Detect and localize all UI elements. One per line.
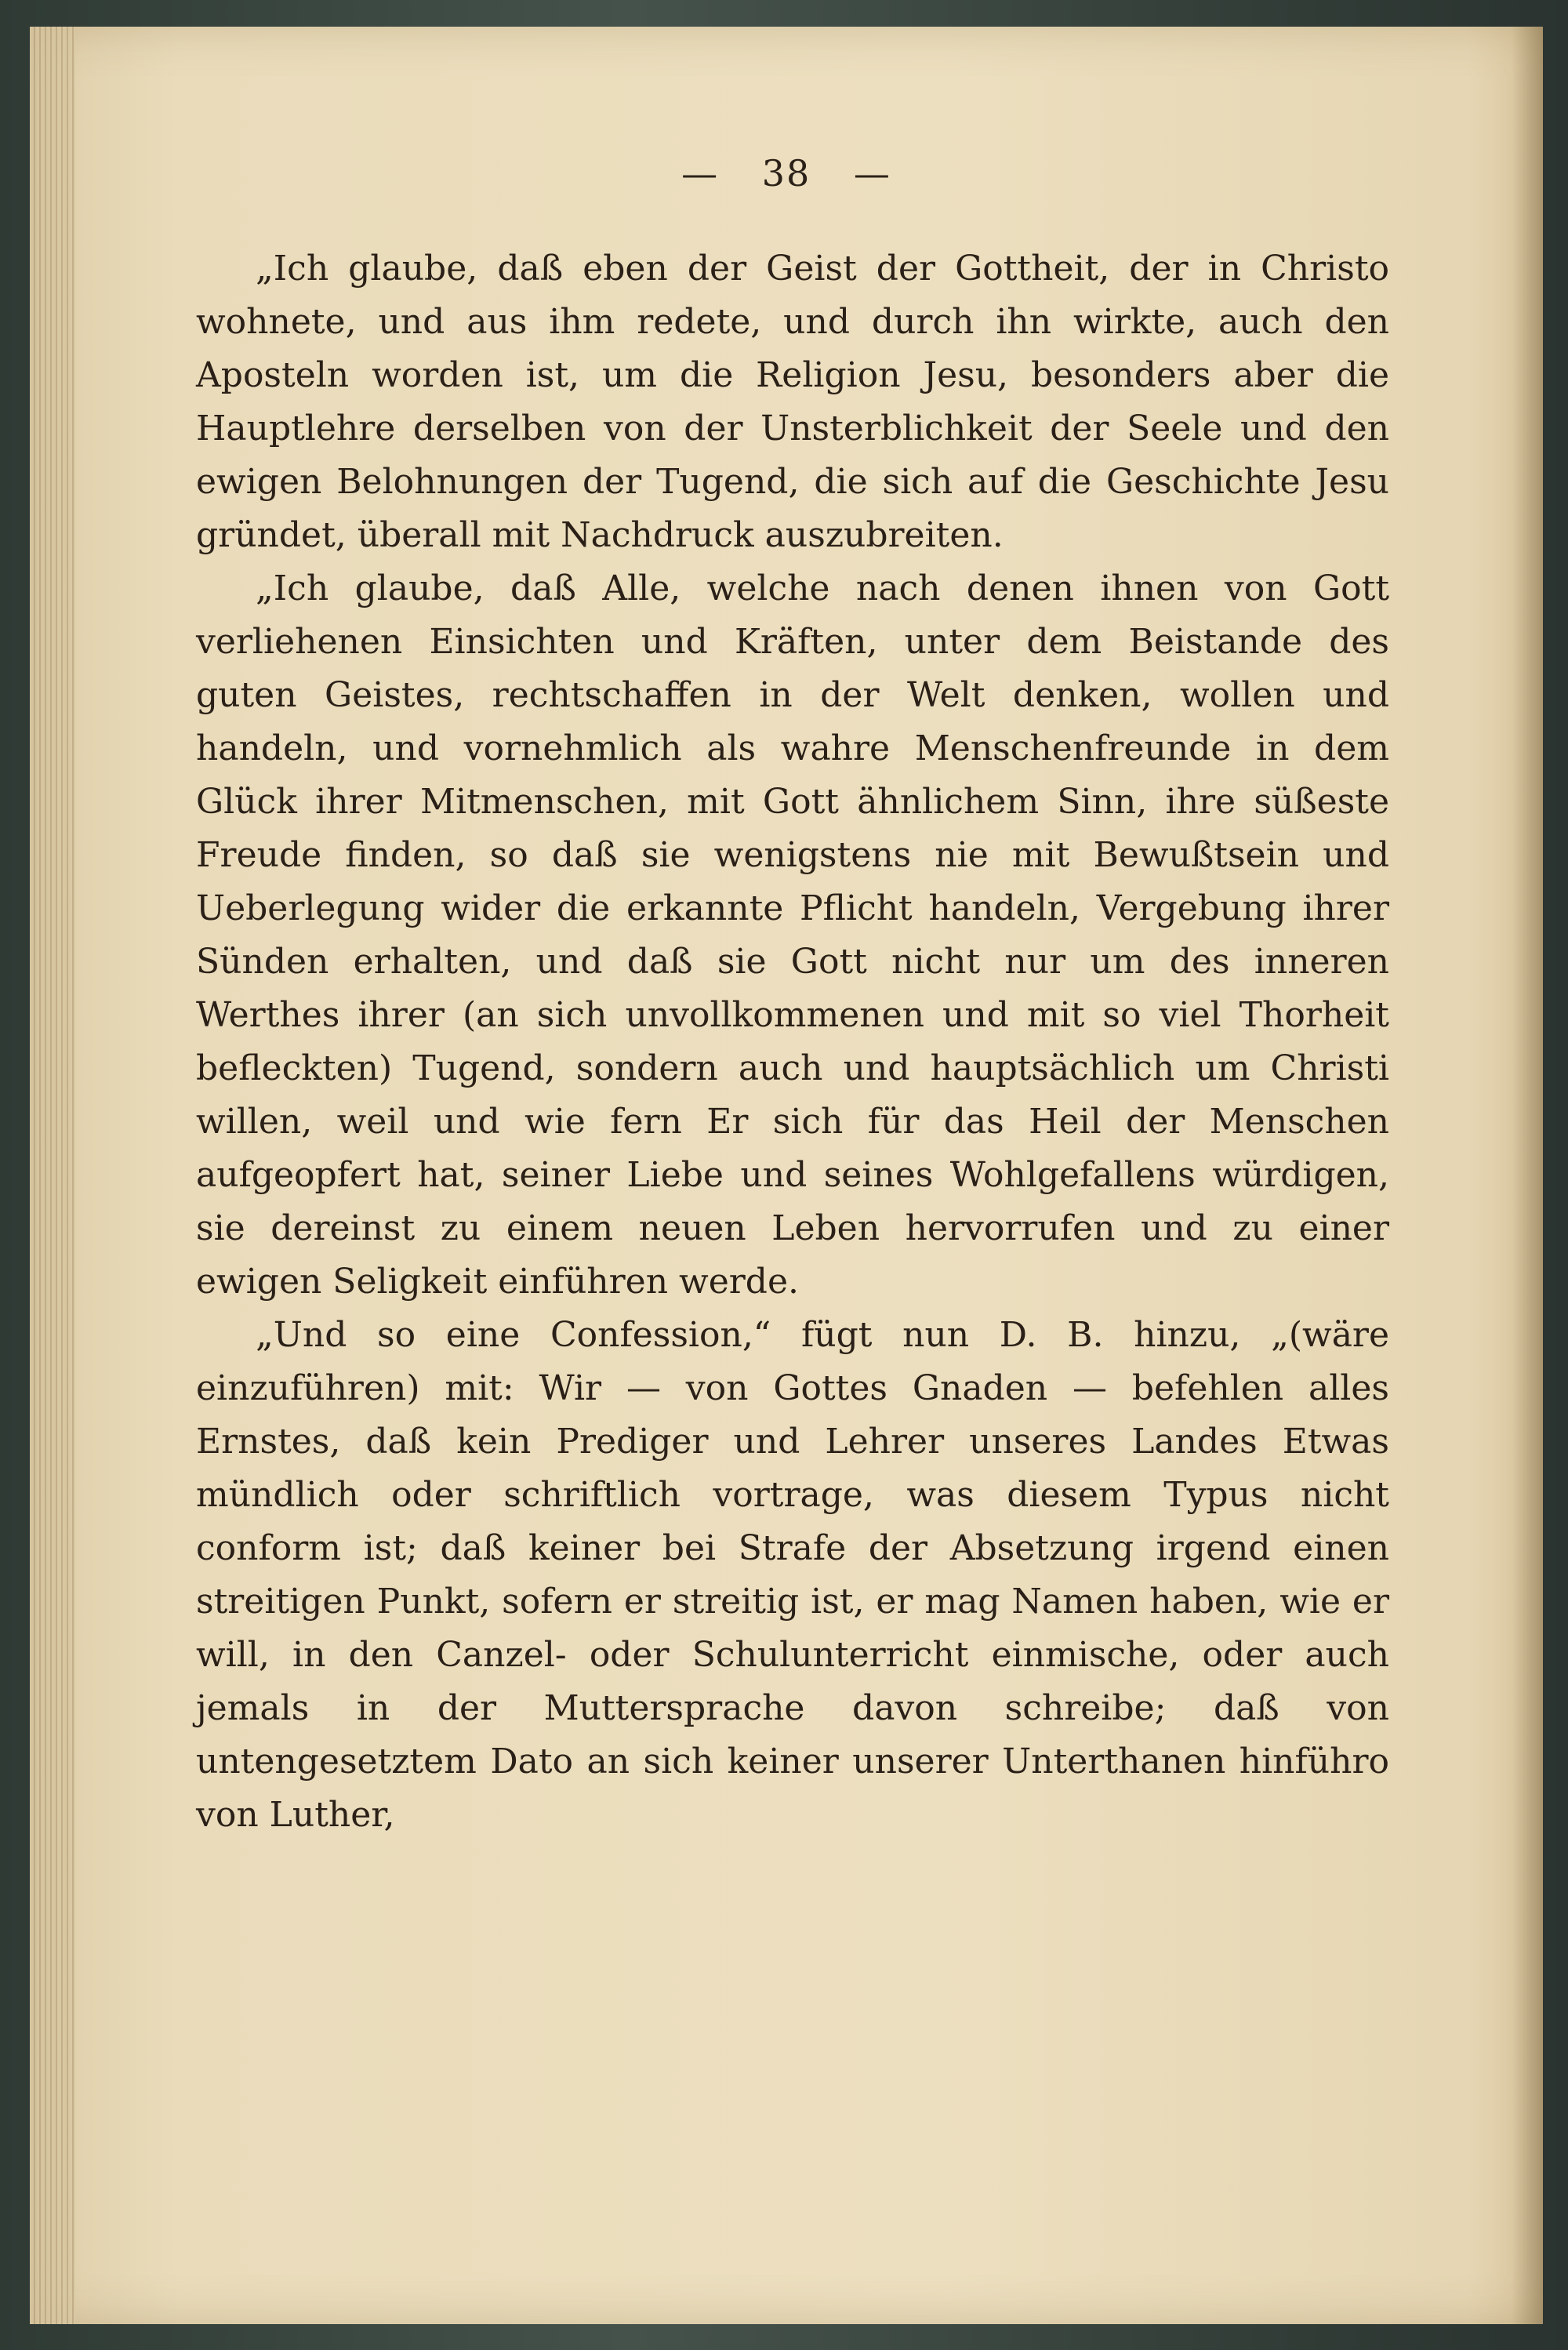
spine-shadow (1512, 27, 1543, 2324)
paragraph-3: „Und so eine Confession,“ fügt nun D. B. hinzu, „(wäre einzuführen) mit: Wir — von Gottes Gnaden — befehlen alles Ernstes, daß kein Prediger und Lehrer unseres Landes Etwas mündlich oder schriftlich vortrage, was diesem Typus nicht conform ist; daß keiner bei Strafe der Absetzung irgend einen streitigen Punkt, sofern er streitig ist, er mag Namen haben, wie er will, in den Canzel- oder Schulunterricht einmische, oder auch jemals in der Muttersprache davon schreibe; daß von untengesetztem Dato an sich keiner unserer Unterthanen hinführo von Luther, (196, 1315, 1389, 1835)
header-dash-left: — (681, 152, 720, 194)
body-text (196, 242, 1389, 1842)
page-edges (30, 27, 75, 2324)
page-number: 38 (761, 152, 811, 194)
book-page (30, 27, 1543, 2324)
paragraph-2: „Ich glaube, daß Alle, welche nach denen ihnen von Gott verliehenen Einsichten und Kräften, unter dem Beistande des guten Geistes, rechtschaffen in der Welt denken, wollen und handeln, und vornehmlich als wahre Menschenfreunde in dem Glück ihrer Mitmenschen, mit Gott ähnlichem Sinn, ihre süßeste Freude finden, so daß sie wenigstens nie mit Bewußtsein und Ueberlegung wider die erkannte Pflicht handeln, Vergebung ihrer Sünden erhalten, und daß sie Gott nicht nur um des inneren Werthes ihrer (an sich unvollkommenen und mit so viel Thorheit befleckten) Tugend, sondern auch und hauptsächlich um Christi willen, weil und wie fern Er sich für das Heil der Menschen aufgeopfert hat, seiner Liebe und seines Wohlgefallens würdigen, sie dereinst zu einem neuen Leben hervorrufen und zu einer ewigen Seligkeit einführen werde. (196, 568, 1389, 1302)
header-dash-right: — (853, 152, 891, 194)
paragraph-1: „Ich glaube, daß eben der Geist der Gottheit, der in Christo wohnete, und aus ihm redete, und durch ihn wirkte, auch den Aposteln worden ist, um die Religion Jesu, besonders aber die Hauptlehre derselben von der Unsterblichkeit der Seele und den ewigen Belohnungen der Tugend, die sich auf die Geschichte Jesu gründet, überall mit Nachdruck auszubreiten. (196, 249, 1389, 555)
page-header (30, 152, 1543, 194)
